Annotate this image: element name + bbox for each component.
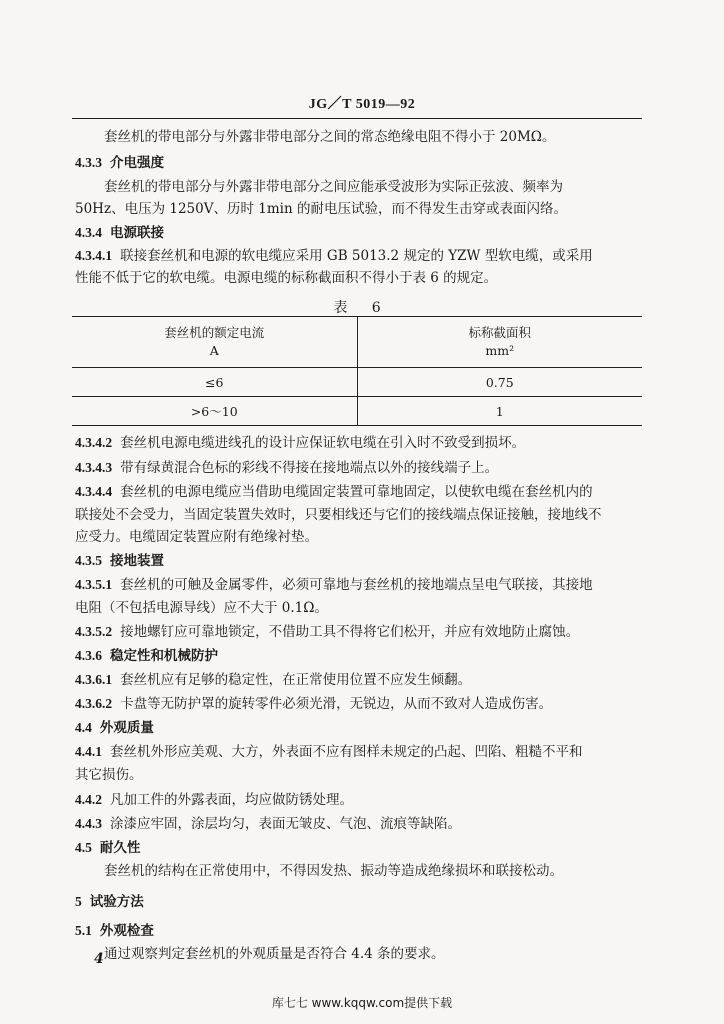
download-footer: 库七七 www.kqqw.com提供下载 bbox=[271, 996, 453, 1010]
clause-4-3-6-2: 4.3.6.2 卡盘等无防护罩的旋转零件必须光滑，无锐边，从而不致对人造成伤害。 bbox=[75, 696, 553, 712]
paragraph-durability: 套丝机的结构在正常使用中，不得因发热、振动等造成绝缘损坏和联接松动。 bbox=[104, 863, 563, 879]
section-4-3-5: 4.3.5 接地装置 bbox=[75, 553, 164, 569]
header-rule bbox=[72, 118, 642, 119]
paragraph-dielectric-2: 50Hz、电压为 1250V、历时 1min 的耐电压试验，而不得发生击穿或表面闪络。 bbox=[75, 201, 567, 217]
clause-4-3-4-3: 4.3.4.3 带有绿黄混合色标的彩线不得接在接地端点以外的接线端子上。 bbox=[75, 460, 499, 476]
clause-4-3-4-4-cont1: 联接处不会受力，当固定装置失效时，只要相线还与它们的接线端点保证接触，接地线不 bbox=[75, 507, 602, 523]
header-rated-current: 套丝机的额定电流 A bbox=[72, 317, 357, 368]
clause-4-3-4-2: 4.3.4.2 套丝机电源电缆进线孔的设计应保证软电缆在引入时不致受到损坏。 bbox=[75, 435, 526, 451]
table-6-caption: 表 6 bbox=[333, 300, 391, 316]
table-header-row bbox=[72, 317, 642, 368]
cell-current: ≤6 bbox=[72, 368, 357, 397]
clause-4-4-1: 4.4.1 套丝机外形应美观、大方，外表面不应有图样未规定的凸起、凹陷、粗糙不平和 bbox=[75, 744, 583, 760]
table-row bbox=[72, 368, 642, 397]
section-4-3-3: 4.3.3 介电强度 bbox=[75, 155, 164, 171]
clause-4-4-3: 4.4.3 涂漆应牢固，涂层均匀，表面无皱皮、气泡、流痕等缺陷。 bbox=[75, 816, 461, 832]
cell-area: 1 bbox=[357, 397, 642, 426]
cell-current: >6～10 bbox=[72, 397, 357, 426]
clause-4-3-4-4: 4.3.4.4 套丝机的电源电缆应当借助电缆固定装置可靠地固定，以使软电缆在套丝机内的 bbox=[75, 484, 593, 500]
table-row bbox=[72, 397, 642, 426]
header-cross-section: 标称截面积 mm² bbox=[357, 317, 642, 368]
section-4-5: 4.5 耐久性 bbox=[75, 840, 141, 856]
clause-4-3-6-1: 4.3.6.1 套丝机应有足够的稳定性，在正常使用位置不应发生倾翻。 bbox=[75, 672, 472, 688]
paragraph-visual-inspection: 通过观察判定套丝机的外观质量是否符合 4.4 条的要求。 bbox=[104, 946, 445, 962]
cell-area: 0.75 bbox=[357, 368, 642, 397]
section-4-4: 4.4 外观质量 bbox=[75, 720, 154, 736]
page-number: 4 bbox=[94, 951, 104, 967]
section-4-3-4: 4.3.4 电源联接 bbox=[75, 225, 164, 241]
section-5: 5 试验方法 bbox=[75, 894, 144, 910]
clause-4-3-4-1: 4.3.4.1 联接套丝机和电源的软电缆应采用 GB 5013.2 规定的 YZW 型软电缆，或采用 bbox=[75, 248, 593, 264]
clause-4-3-4-1-cont: 性能不低于它的软电缆。电源电缆的标称截面积不得小于表 6 的规定。 bbox=[75, 270, 498, 286]
standard-header: JG／T 5019—92 bbox=[308, 97, 416, 112]
clause-4-3-4-4-cont2: 应受力。电缆固定装置应附有绝缘衬垫。 bbox=[75, 529, 318, 545]
clause-4-3-5-1-cont: 电阻（不包括电源导线）应不大于 0.1Ω。 bbox=[75, 600, 328, 616]
clause-4-4-1-cont: 其它损伤。 bbox=[75, 767, 143, 783]
paragraph-dielectric-1: 套丝机的带电部分与外露非带电部分之间应能承受波形为实际正弦波、频率为 bbox=[104, 179, 563, 195]
clause-4-4-2: 4.4.2 凡加工件的外露表面，均应做防锈处理。 bbox=[75, 792, 353, 808]
paragraph-insulation-resistance: 套丝机的带电部分与外露非带电部分之间的常态绝缘电阻不得小于 20MΩ。 bbox=[104, 129, 556, 145]
table-6 bbox=[72, 316, 642, 426]
clause-4-3-5-2: 4.3.5.2 接地螺钉应可靠地锁定，不借助工具不得将它们松开，并应有效地防止腐蚀。 bbox=[75, 624, 580, 640]
section-4-3-6: 4.3.6 稳定性和机械防护 bbox=[75, 648, 218, 664]
clause-4-3-5-1: 4.3.5.1 套丝机的可触及金属零件，必须可靠地与套丝机的接地端点呈电气联接，其接地 bbox=[75, 577, 593, 593]
section-5-1: 5.1 外观检查 bbox=[75, 923, 154, 939]
